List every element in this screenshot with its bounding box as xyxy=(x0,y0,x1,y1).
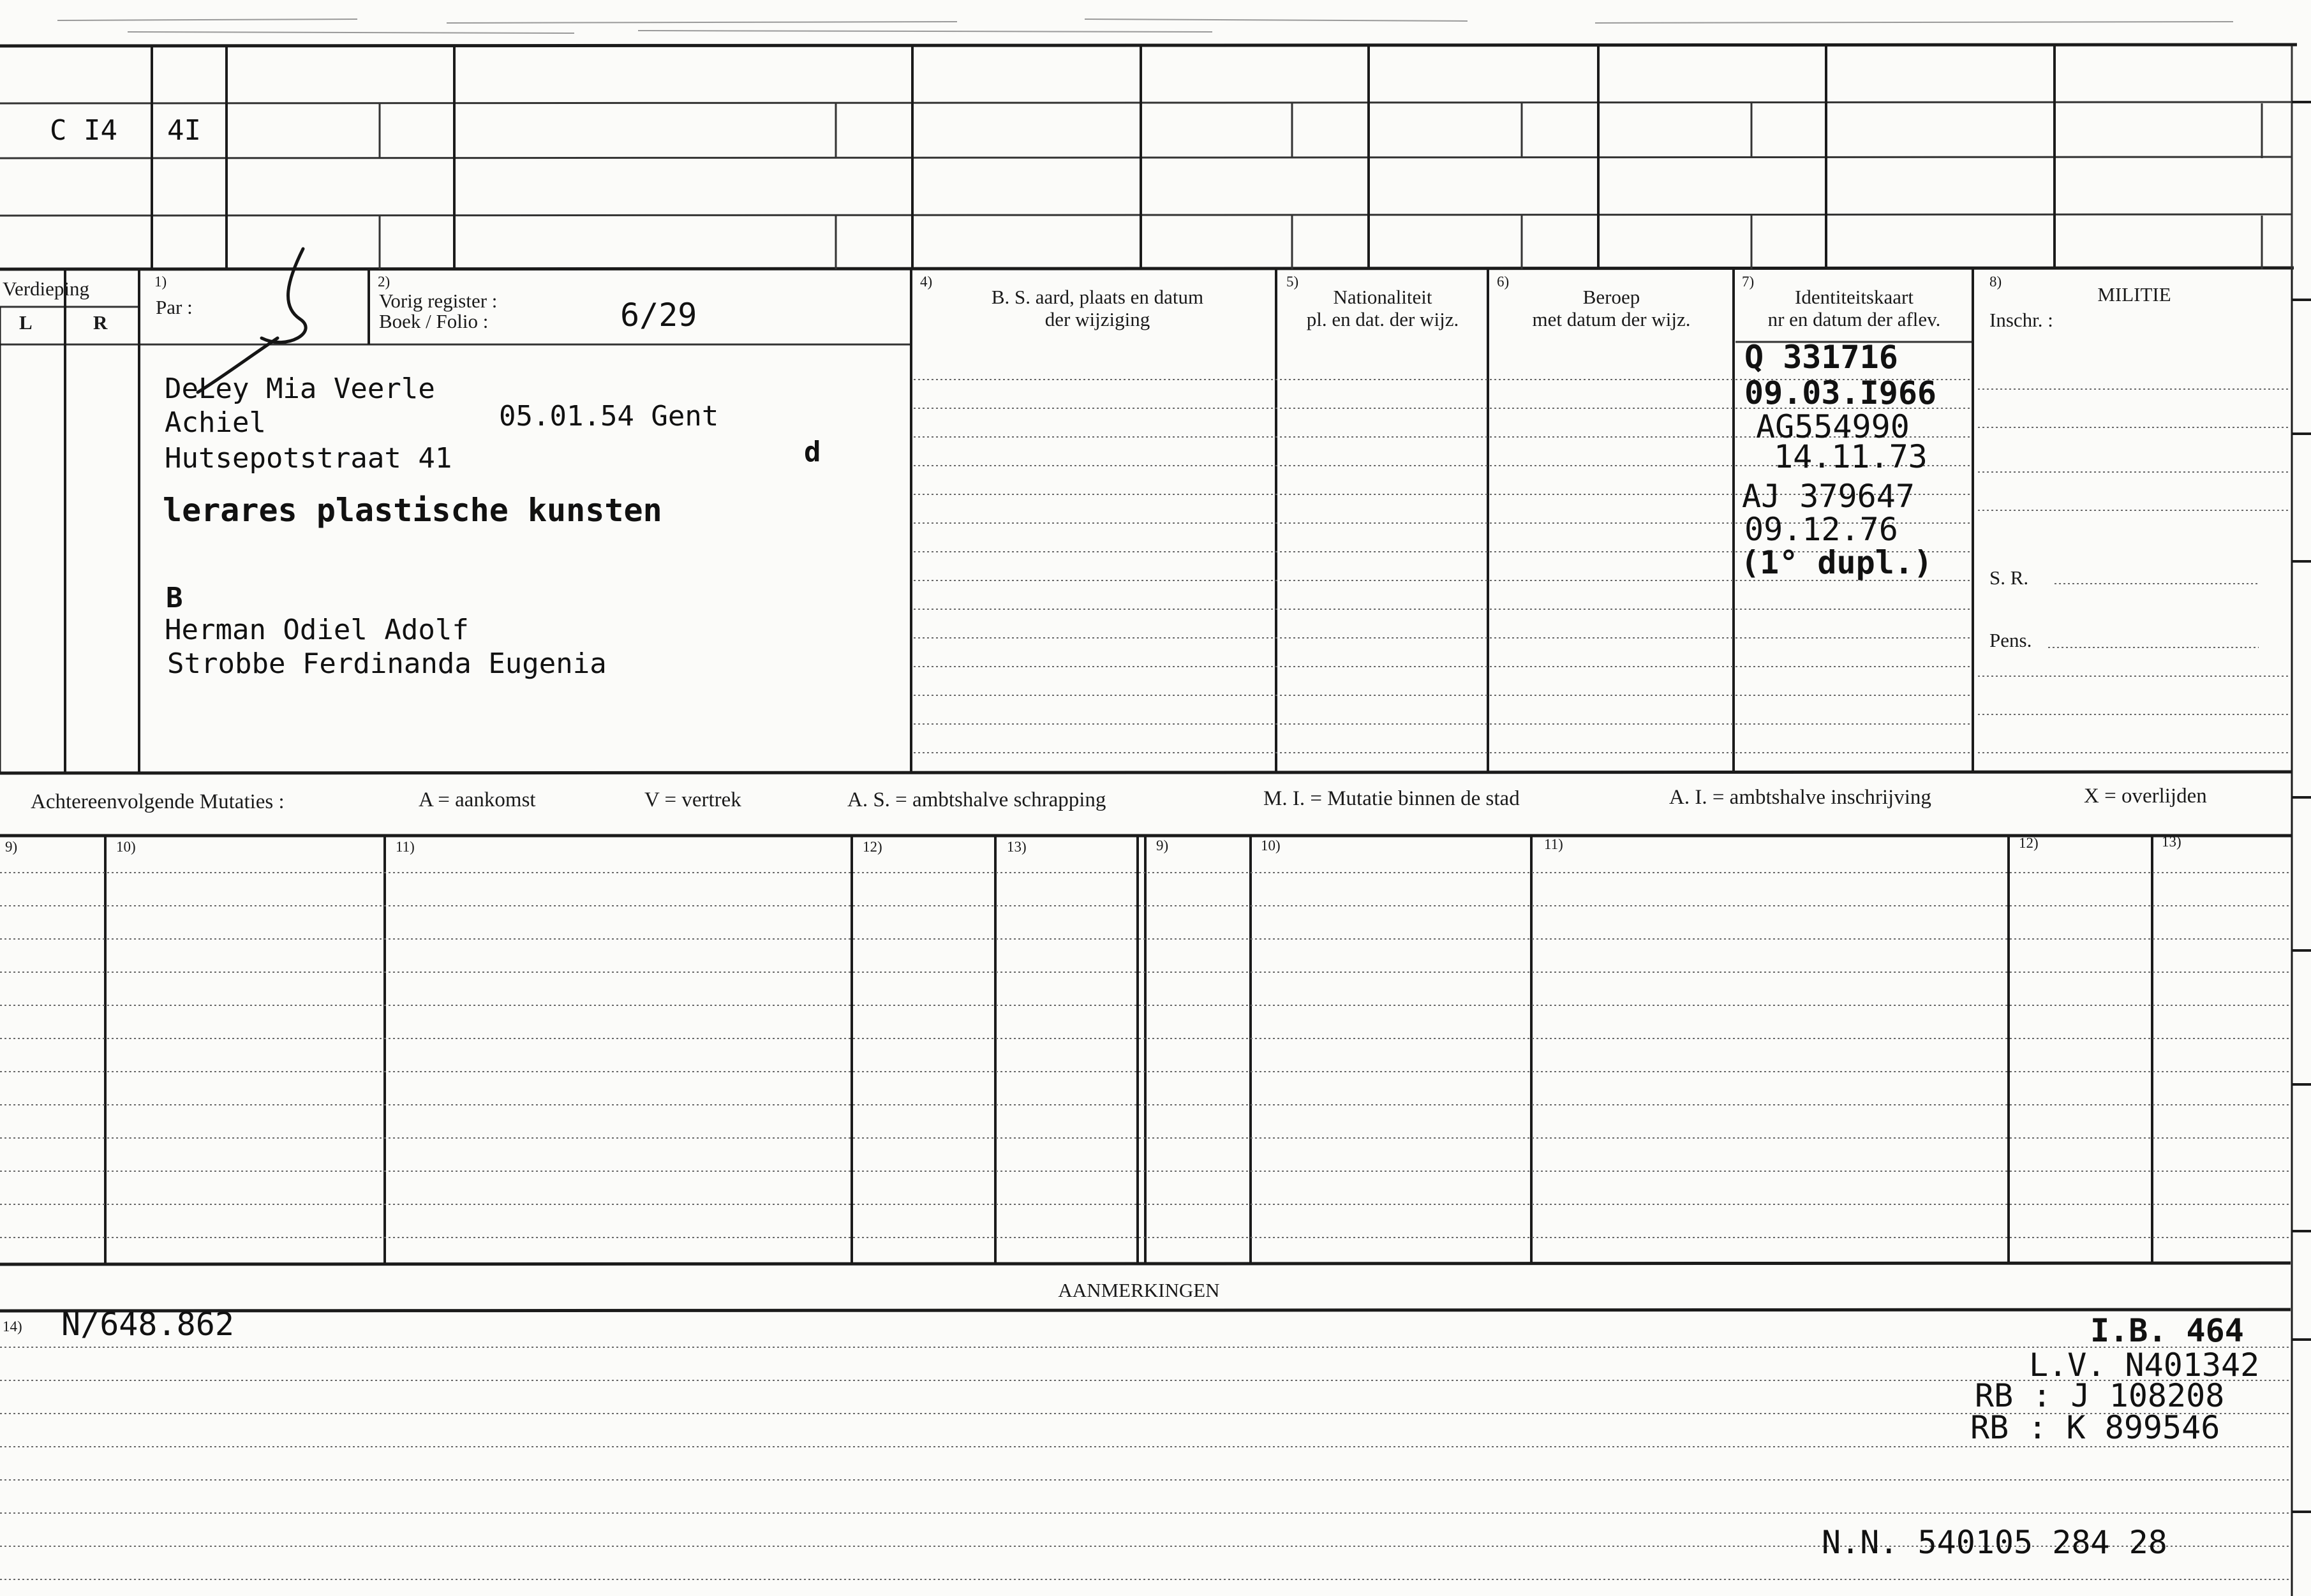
legend-inschrijving: A. I. = ambtshalve inschrijving xyxy=(1669,786,1931,809)
aanmerkingen-rb2: RB : K 899546 xyxy=(1970,1409,2220,1446)
beroep-label-line1: Beroep xyxy=(1582,286,1640,308)
beroep-label-line2: met datum der wijz. xyxy=(1532,308,1691,330)
person-name: DeLey Mia Veerle xyxy=(165,373,435,405)
mutaties-col-10-right: 10) xyxy=(1261,838,1281,853)
militie-sr-label: S. R. xyxy=(1989,566,2029,589)
militie-inschr-label: Inschr. : xyxy=(1989,309,2053,331)
militie-pens-label: Pens. xyxy=(1989,629,2032,651)
id-card-2-date: 14.11.73 xyxy=(1774,438,1928,475)
id-card-3-note: (1° dupl.) xyxy=(1741,544,1933,581)
id-card-2: AG554990 xyxy=(1756,408,1910,445)
mutaties-col-13-left: 13) xyxy=(1007,839,1027,855)
verdieping-label: Verdieping xyxy=(3,277,90,300)
mutaties-col-12-right: 12) xyxy=(2019,835,2039,851)
bs-label-line2: der wijziging xyxy=(1044,308,1150,330)
person-father: Herman Odiel Adolf xyxy=(165,614,469,646)
verdieping-l-label: L xyxy=(19,311,33,334)
person-address: Hutsepotstraat 41 xyxy=(165,442,452,475)
nationaliteit-label-line1: Nationaliteit xyxy=(1333,286,1432,308)
par-number: 1) xyxy=(154,274,167,290)
mutaties-label: Achtereenvolgende Mutaties : xyxy=(31,790,285,813)
id-card-1-date: 09.03.I966 xyxy=(1744,374,1937,411)
mutaties-col-13-right: 13) xyxy=(2162,834,2181,850)
boek-folio-label: Boek / Folio : xyxy=(379,310,489,332)
aanmerkingen-title: AANMERKINGEN xyxy=(1058,1279,1220,1301)
mutaties-col-11-left: 11) xyxy=(396,839,415,855)
boek-folio-value: 6/29 xyxy=(620,297,697,334)
identiteitskaart-number: 7) xyxy=(1742,274,1755,290)
verdieping-r-label: R xyxy=(93,311,108,334)
identiteitskaart-label-line2: nr en datum der aflev. xyxy=(1767,308,1941,330)
mutaties-col-10-left: 10) xyxy=(116,839,136,855)
mutaties-col-11-right: 11) xyxy=(1544,836,1563,852)
legend-aankomst: A = aankomst xyxy=(419,788,536,811)
id-card-3: AJ 379647 xyxy=(1742,478,1915,515)
id-card-1: Q 331716 xyxy=(1744,339,1898,376)
nationaliteit-number: 5) xyxy=(1286,274,1299,290)
person-first-name: Achiel xyxy=(165,406,266,439)
militie-number: 8) xyxy=(1989,274,2002,290)
card-number: 4I xyxy=(167,114,201,147)
card-code: C I4 xyxy=(50,114,117,147)
nationaliteit-label-line2: pl. en dat. der wijz. xyxy=(1306,308,1459,330)
person-mother: Strobbe Ferdinanda Eugenia xyxy=(167,647,607,680)
aanmerkingen-lv: L.V. N401342 xyxy=(2029,1347,2260,1384)
legend-vertrek: V = vertrek xyxy=(644,788,741,811)
person-mark: d xyxy=(804,436,821,468)
vorig-register-label: Vorig register : xyxy=(379,290,498,312)
person-b-label: B xyxy=(166,582,183,614)
aanmerkingen-ib: I.B. 464 xyxy=(2090,1312,2244,1349)
aanmerkingen-ref: N/648.862 xyxy=(61,1306,234,1343)
legend-overlijden: X = overlijden xyxy=(2084,785,2207,808)
legend-mutatie-stad: M. I. = Mutatie binnen de stad xyxy=(1263,787,1520,810)
mutaties-col-9-left: 9) xyxy=(5,839,18,855)
mutaties-col-9-right: 9) xyxy=(1156,838,1169,853)
mutaties-col-12-left: 12) xyxy=(863,839,882,855)
person-birth: 05.01.54 Gent xyxy=(499,400,719,432)
beroep-number: 6) xyxy=(1497,274,1510,290)
aanmerkingen-number: 14) xyxy=(3,1319,22,1334)
bs-number: 4) xyxy=(920,274,933,290)
identiteitskaart-label-line1: Identiteitskaart xyxy=(1795,286,1913,308)
id-card-3-date: 09.12.76 xyxy=(1744,511,1898,548)
par-label: Par : xyxy=(156,296,193,318)
aanmerkingen-rb1: RB : J 108208 xyxy=(1975,1377,2225,1414)
militie-title: MILITIE xyxy=(2097,283,2171,306)
person-profession: lerares plastische kunsten xyxy=(163,492,662,529)
vorig-number: 2) xyxy=(378,274,390,290)
bs-label-line1: B. S. aard, plaats en datum xyxy=(991,286,1204,308)
legend-schrapping: A. S. = ambtshalve schrapping xyxy=(847,788,1106,811)
aanmerkingen-nn: N.N. 540105 284 28 xyxy=(1822,1524,2167,1561)
